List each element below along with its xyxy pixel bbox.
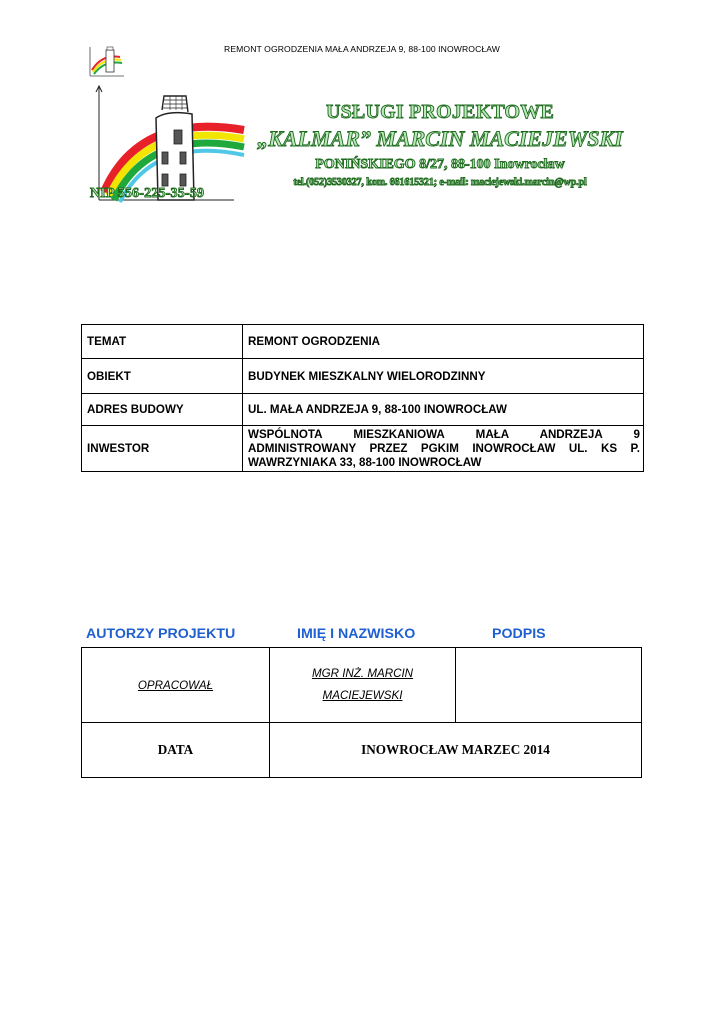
company-name: „KALMAR” MARCIN MACIEJEWSKI bbox=[257, 126, 623, 151]
row-label-adres-budowy: ADRES BUDOWY bbox=[82, 394, 243, 426]
table-row bbox=[82, 723, 642, 778]
authors-header bbox=[86, 626, 646, 646]
authors-header-name: IMIĘ I NAZWISKO bbox=[297, 626, 416, 642]
table-row bbox=[82, 648, 642, 723]
author-name bbox=[270, 648, 456, 723]
authors-header-role: AUTORZY PROJEKTU bbox=[86, 626, 236, 642]
table-row bbox=[82, 394, 644, 426]
small-logo-icon bbox=[86, 44, 128, 78]
row-label-temat: TEMAT bbox=[82, 325, 243, 359]
project-info-table bbox=[81, 324, 644, 472]
author-name-line-1: MGR INŻ. MARCIN bbox=[311, 667, 414, 680]
investor-line-2: ADMINISTROWANY PRZEZ PGKIM INOWROCŁAW UL. KS P. bbox=[248, 441, 640, 455]
author-signature bbox=[456, 648, 642, 723]
row-value-adres-budowy: UL. MAŁA ANDRZEJA 9, 88-100 INOWROCŁAW bbox=[243, 394, 644, 426]
investor-line-3: WAWRZYNIAKA 33, 88-100 INOWROCŁAW bbox=[248, 455, 482, 469]
company-contact: tel.(052)3530327, kom. 661615321; e-mail: maciejewski.marcin@wp.pl bbox=[293, 177, 587, 188]
date-value: INOWROCŁAW MARZEC 2014 bbox=[270, 723, 642, 778]
company-services: USŁUGI PROJEKTOWE bbox=[325, 101, 555, 123]
running-header: REMONT OGRODZENIA MAŁA ANDRZEJA 9, 88-100 INOWROCŁAW bbox=[224, 44, 500, 54]
row-value-obiekt: BUDYNEK MIESZKALNY WIELORODZINNY bbox=[243, 359, 644, 394]
table-row bbox=[82, 359, 644, 394]
row-value-temat: REMONT OGRODZENIA bbox=[243, 325, 644, 359]
row-value-inwestor bbox=[243, 426, 644, 472]
author-role: OPRACOWAŁ bbox=[82, 648, 270, 723]
row-label-inwestor: INWESTOR bbox=[82, 426, 243, 472]
company-address: PONIŃSKIEGO 8/27, 88-100 Inowrocław bbox=[315, 157, 565, 172]
table-row bbox=[82, 325, 644, 359]
author-name-line-2: MACIEJEWSKI bbox=[322, 689, 403, 702]
authors-table bbox=[81, 647, 642, 778]
date-label: DATA bbox=[82, 723, 270, 778]
company-header bbox=[240, 100, 640, 190]
table-row bbox=[82, 426, 644, 472]
investor-line-1: WSPÓLNOTA MIESZKANIOWA MAŁA ANDRZEJA 9 bbox=[248, 427, 640, 441]
authors-header-signature: PODPIS bbox=[492, 626, 546, 642]
row-label-obiekt: OBIEKT bbox=[82, 359, 243, 394]
company-nip: NIP 556-225-35-59 bbox=[90, 186, 205, 201]
